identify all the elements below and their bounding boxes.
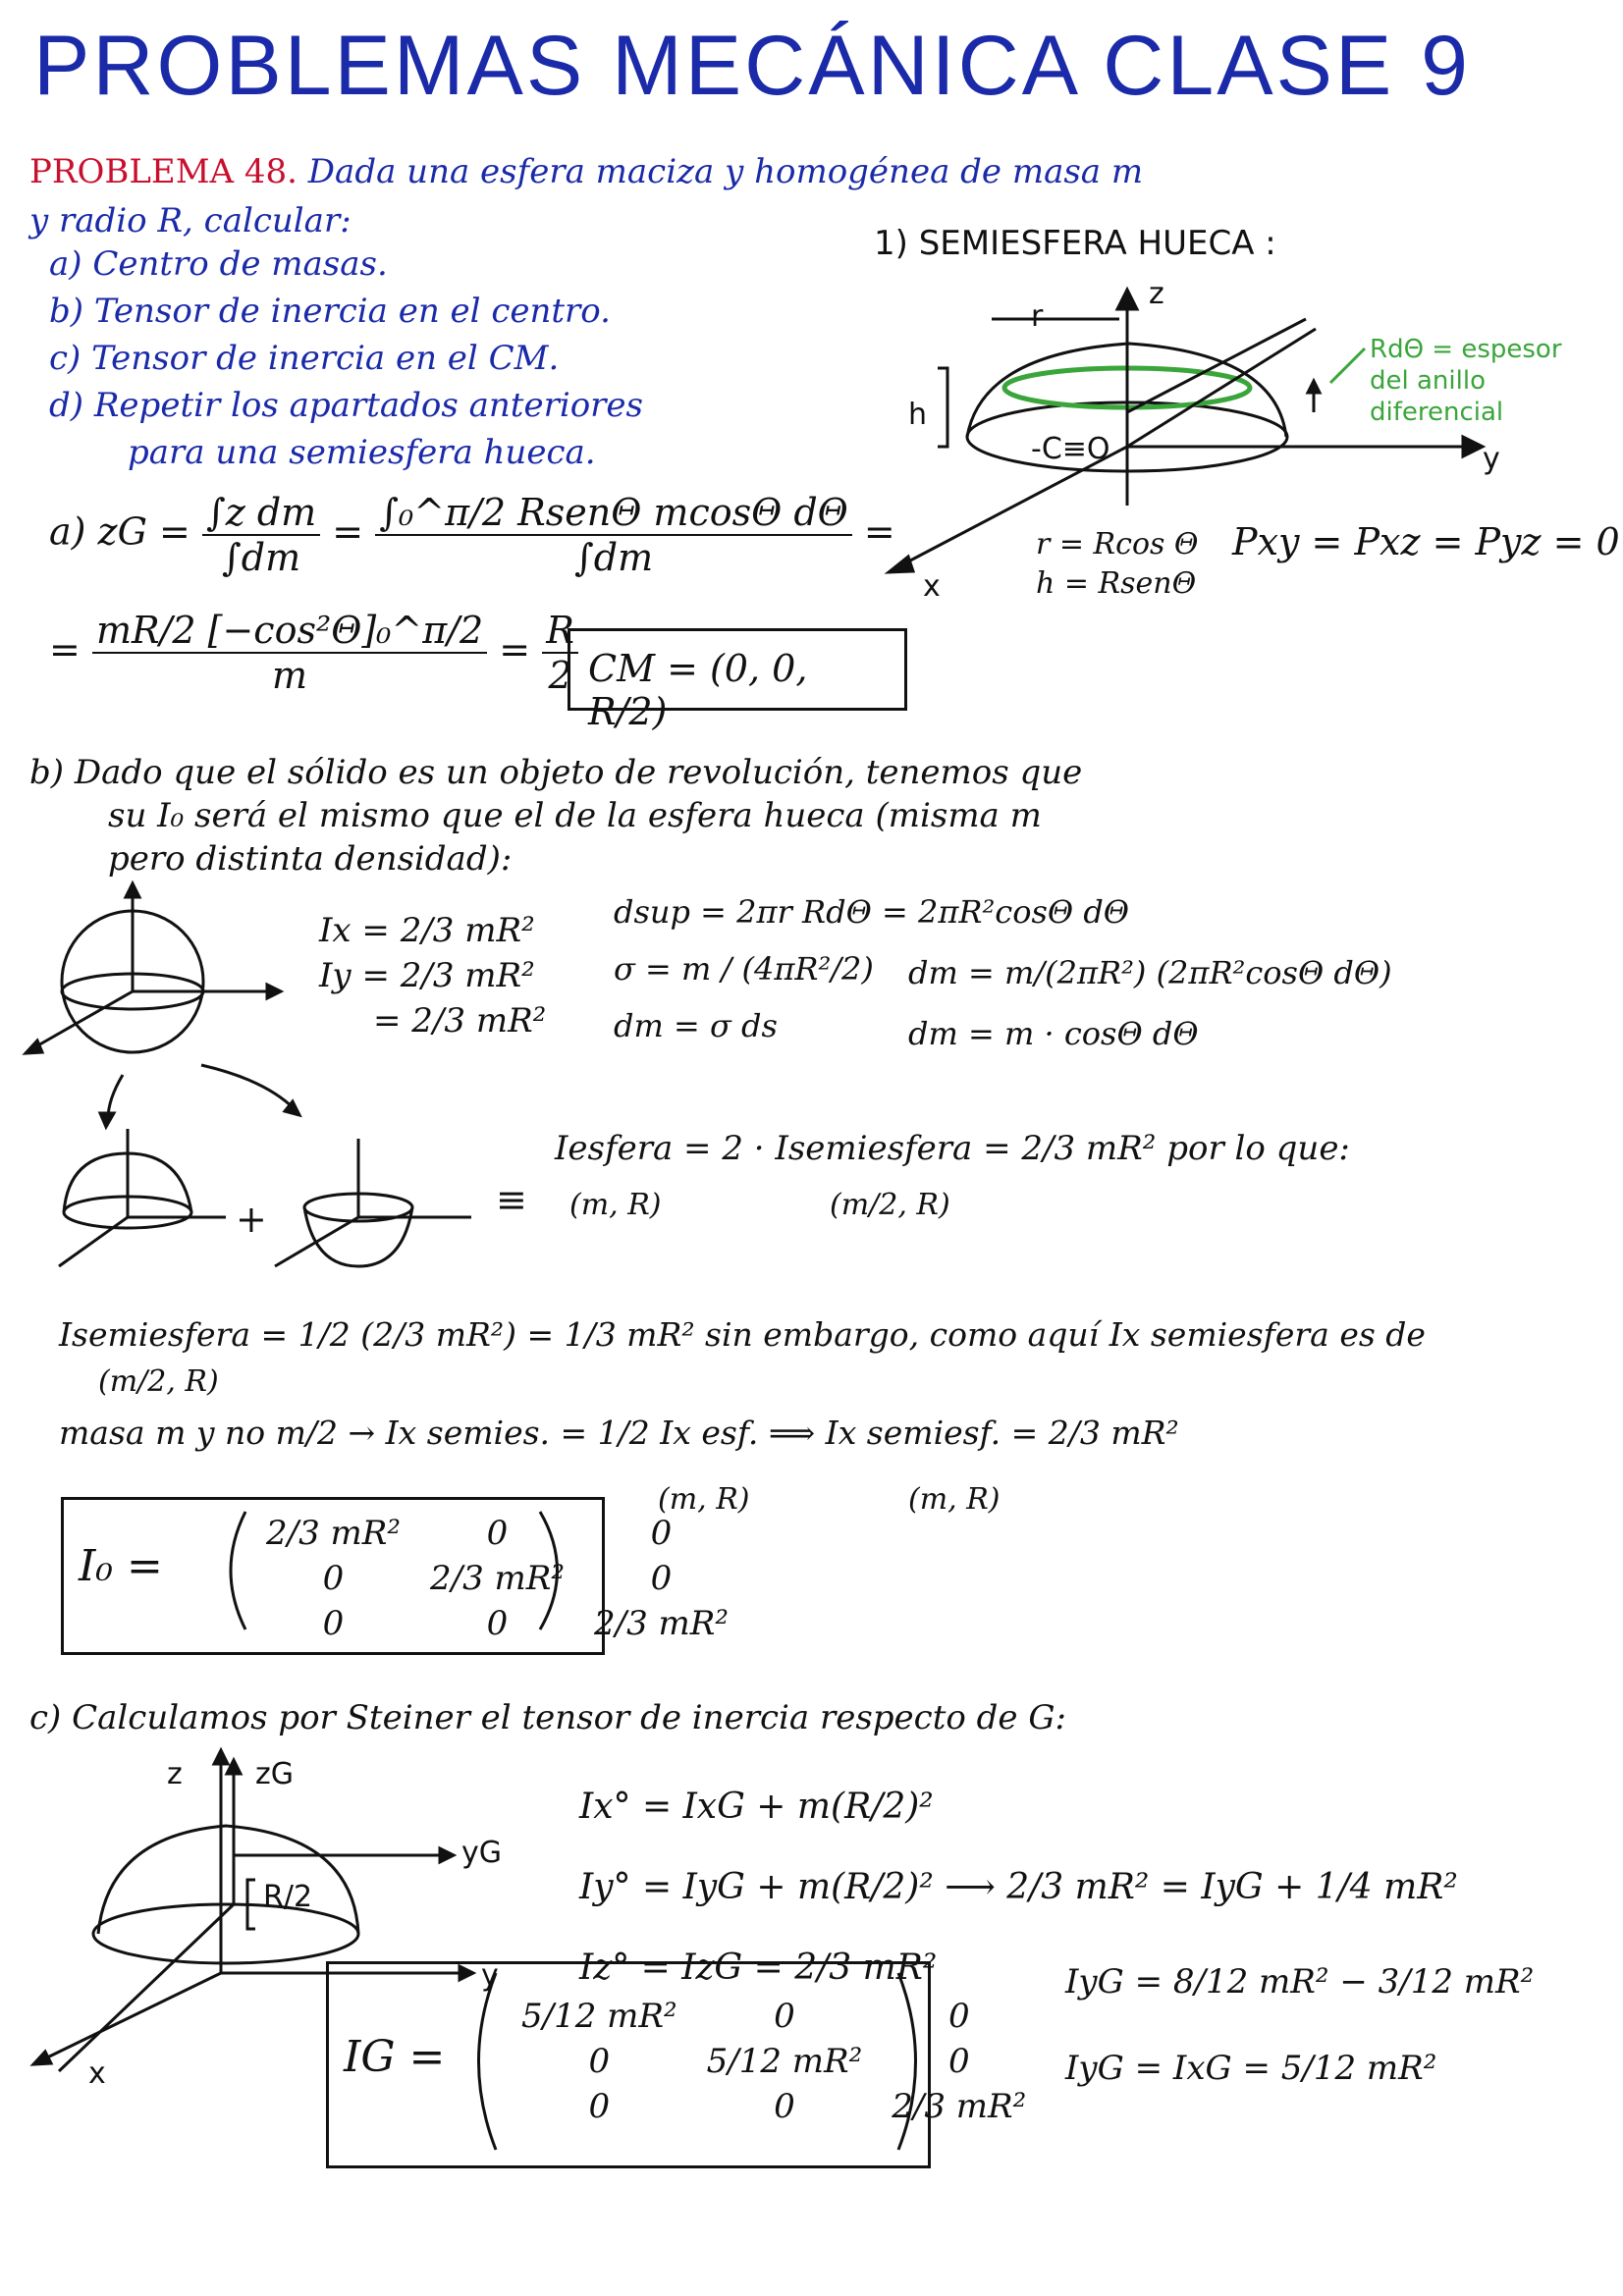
problem-label: PROBLEMA 48.	[29, 152, 298, 191]
diagram1-note-line-2: del anillo	[1370, 366, 1486, 396]
sphere-inertia	[319, 908, 546, 1043]
cm-result-box	[568, 628, 907, 733]
steiner-eq-x: Ix° = IxG + m(R/2)²	[579, 1787, 934, 1827]
tensor-o-cell: 2/3 mR²	[594, 1604, 729, 1643]
tensor-o-row	[252, 1557, 742, 1600]
frac4-num: R	[542, 609, 578, 654]
tensor-g-cell: 5/12 mR²	[706, 2042, 863, 2081]
tensor-o-cell: 0	[650, 1559, 673, 1598]
frac2-den: ∫dm	[573, 536, 654, 579]
problem-item-a: a) Centro de masas.	[49, 244, 388, 284]
tensor-o-row	[252, 1512, 742, 1555]
part-a-result-line: = $\frac{\text{mR/2 [−cos²Θ]₀\textasciicircum{}π/2}}{m}$ = $\frac{R}{2}$	[49, 609, 578, 697]
diagram1-label-h: h	[908, 398, 928, 432]
tensor-o-cell: 0	[486, 1514, 509, 1553]
iz-sphere: = 2/3 mR²	[373, 1001, 547, 1041]
steiner-label-r2: R/2	[263, 1880, 313, 1914]
dm-equations	[908, 942, 1392, 1064]
part-b-text	[29, 751, 1082, 881]
sphere-small-diagram	[26, 883, 299, 1127]
steiner-results	[1065, 1939, 1534, 2111]
tensor-g-row	[508, 2040, 1040, 2083]
diagram1-label-y: y	[1483, 442, 1500, 476]
iesfera-eq: Iesfera = 2 · Isemiesfera = 2/3 mR² por lo que:	[555, 1129, 1350, 1168]
iesfera-sub-2: (m/2, R)	[830, 1188, 950, 1222]
frac1-den: ∫dm	[222, 536, 301, 579]
tensor-o-cell: 0	[322, 1604, 345, 1643]
equiv-sign: ≡	[496, 1178, 527, 1221]
ix-sphere: Ix = 2/3 mR²	[319, 911, 535, 950]
tensor-o-label: I₀ =	[79, 1541, 163, 1591]
tensor-o-cell: 2/3 mR²	[430, 1559, 565, 1598]
iesfera-sub-1: (m, R)	[569, 1188, 662, 1222]
tensor-g-label: IG =	[344, 2032, 446, 2082]
tensor-g-row	[508, 1995, 1040, 2038]
diagram1-note-line-1: RdΘ = espesor	[1370, 335, 1562, 364]
diagram1-heading: 1) SEMIESFERA HUECA :	[874, 224, 1276, 263]
iy-sphere: Iy = 2/3 mR²	[319, 956, 535, 995]
part-b-line-1: b) Dado que el sólido es un objeto de revolución, tenemos que	[29, 753, 1083, 792]
dm-eq-2: dm = m · cosΘ dΘ	[908, 1015, 1199, 1052]
cm-result: CM = (0, 0, R/2)	[588, 647, 808, 733]
products-of-inertia: Pxy = Pxz = Pyz = 0	[1232, 520, 1620, 563]
diagram1-note	[1370, 334, 1562, 428]
steiner-label-zg: zG	[255, 1757, 294, 1791]
tensor-g-cell: 2/3 mR²	[892, 2087, 1027, 2126]
frac4-den: 2	[548, 654, 572, 697]
steiner-eq-z: Iz° = IzG = 2/3 mR²	[579, 1948, 938, 1988]
diagram1-label-z: z	[1149, 277, 1164, 311]
dm-eq-1: dm = m/(2πR²) (2πR²cosΘ dΘ)	[908, 954, 1392, 991]
tensor-o-cell: 0	[322, 1559, 345, 1598]
dm-sigma-eq: dm = σ ds	[614, 1007, 778, 1044]
part-a-formula: a) zG = $\frac{\text{∫z dm}}{\int dm}$ = $\frac{\text{∫₀\textasciicircum{}π/2 RsenΘ mcosΘ dΘ}}{\int dm}$ =	[49, 491, 895, 579]
problem-item-b: b) Tensor de inercia en el centro.	[49, 292, 611, 331]
problem-item-d: d) Repetir los apartados anteriores	[49, 386, 643, 425]
tensor-g-cell: 0	[588, 2042, 611, 2081]
mass-line-sub-2: (m, R)	[908, 1482, 1001, 1517]
steiner-eq-y: Iy° = IyG + m(R/2)² ⟶ 2/3 mR² = IyG + 1/4 mR²	[579, 1867, 1458, 1907]
tensor-g-row	[508, 2085, 1040, 2128]
part-a-frac-2	[375, 491, 852, 579]
diagram1-label-x: x	[923, 569, 941, 604]
page-title: PROBLEMAS MECÁNICA CLASE 9	[33, 19, 1471, 113]
sigma-eq: σ = m / (4πR²/2)	[614, 950, 874, 988]
frac3-den: m	[272, 654, 308, 697]
tensor-o-matrix	[250, 1510, 744, 1647]
problem-line-2: y radio R, calcular:	[29, 201, 352, 240]
problem-item-c: c) Tensor de inercia en el CM.	[49, 339, 560, 378]
tensor-g-cell: 0	[588, 2087, 611, 2126]
dsup-eq: dsup = 2πr RdΘ = 2πR²cosΘ dΘ	[614, 893, 1130, 931]
problem-item-d-cont: para una semiesfera hueca.	[128, 433, 596, 472]
tensor-o-cell: 0	[650, 1514, 673, 1553]
steiner-label-y: y	[481, 1958, 499, 1993]
tensor-g-cell: 0	[947, 2042, 970, 2081]
tensor-o-cell: 0	[486, 1604, 509, 1643]
diagram1-note-line-3: diferencial	[1370, 398, 1504, 427]
tensor-g-cell: 0	[774, 1997, 795, 2036]
isemiesfera-sub: (m/2, R)	[98, 1364, 219, 1399]
part-a-frac-3	[92, 609, 487, 697]
tensor-o-cell: 2/3 mR²	[266, 1514, 401, 1553]
tensor-g-cell: 0	[947, 1997, 970, 2036]
frac1-num: ∫z dm	[202, 491, 320, 536]
steiner-label-yg: yG	[461, 1836, 503, 1870]
isemiesfera-eq: Isemiesfera = 1/2 (2/3 mR²) = 1/3 mR² sin embargo, como aquí Ix semiesfera es de	[59, 1315, 1426, 1354]
tensor-g-matrix	[506, 1993, 1042, 2130]
tensor-g-cell: 0	[774, 2087, 795, 2126]
eq-h: h = RsenΘ	[1036, 566, 1197, 601]
mass-line: masa m y no m/2 → Ix semies. = 1/2 Ix esf. ⟹ Ix semiesf. = 2/3 mR²	[59, 1414, 1179, 1452]
diagram1-equations	[1036, 525, 1199, 604]
frac3-num: mR/2 [−cos²Θ]₀^π/2	[92, 609, 487, 654]
steiner-label-x: x	[88, 2056, 106, 2091]
steiner-eq-final: IyG = IxG = 5/12 mR²	[1065, 2049, 1437, 2088]
mass-line-sub-1: (m, R)	[658, 1482, 750, 1517]
eq-r: r = Rcos Θ	[1036, 527, 1199, 561]
part-a-eq: =	[49, 627, 81, 671]
tensor-g-cell: 5/12 mR²	[521, 1997, 677, 2036]
frac2-num: ∫₀^π/2 RsenΘ mcosΘ dΘ	[375, 491, 852, 536]
plus-sign: +	[236, 1198, 267, 1241]
diagram1-label-r: r	[1031, 299, 1044, 334]
tensor-o-row	[252, 1602, 742, 1645]
part-c-text: c) Calculamos por Steiner el tensor de inercia respecto de G:	[29, 1698, 1066, 1737]
part-a-lhs: a) zG =	[49, 509, 190, 554]
part-b-line-2: su I₀ será el mismo que el de la esfera hueca (misma m	[108, 796, 1042, 835]
diagram1-label-c: -C≡O	[1031, 432, 1110, 466]
steiner-eq-iyg: IyG = 8/12 mR² − 3/12 mR²	[1065, 1962, 1535, 2002]
part-a-frac-1	[202, 491, 320, 579]
problem-line-1: Dada una esfera maciza y homogénea de masa m	[307, 152, 1144, 191]
part-b-line-3: pero distinta densidad):	[108, 839, 513, 879]
steiner-label-z: z	[167, 1757, 183, 1791]
